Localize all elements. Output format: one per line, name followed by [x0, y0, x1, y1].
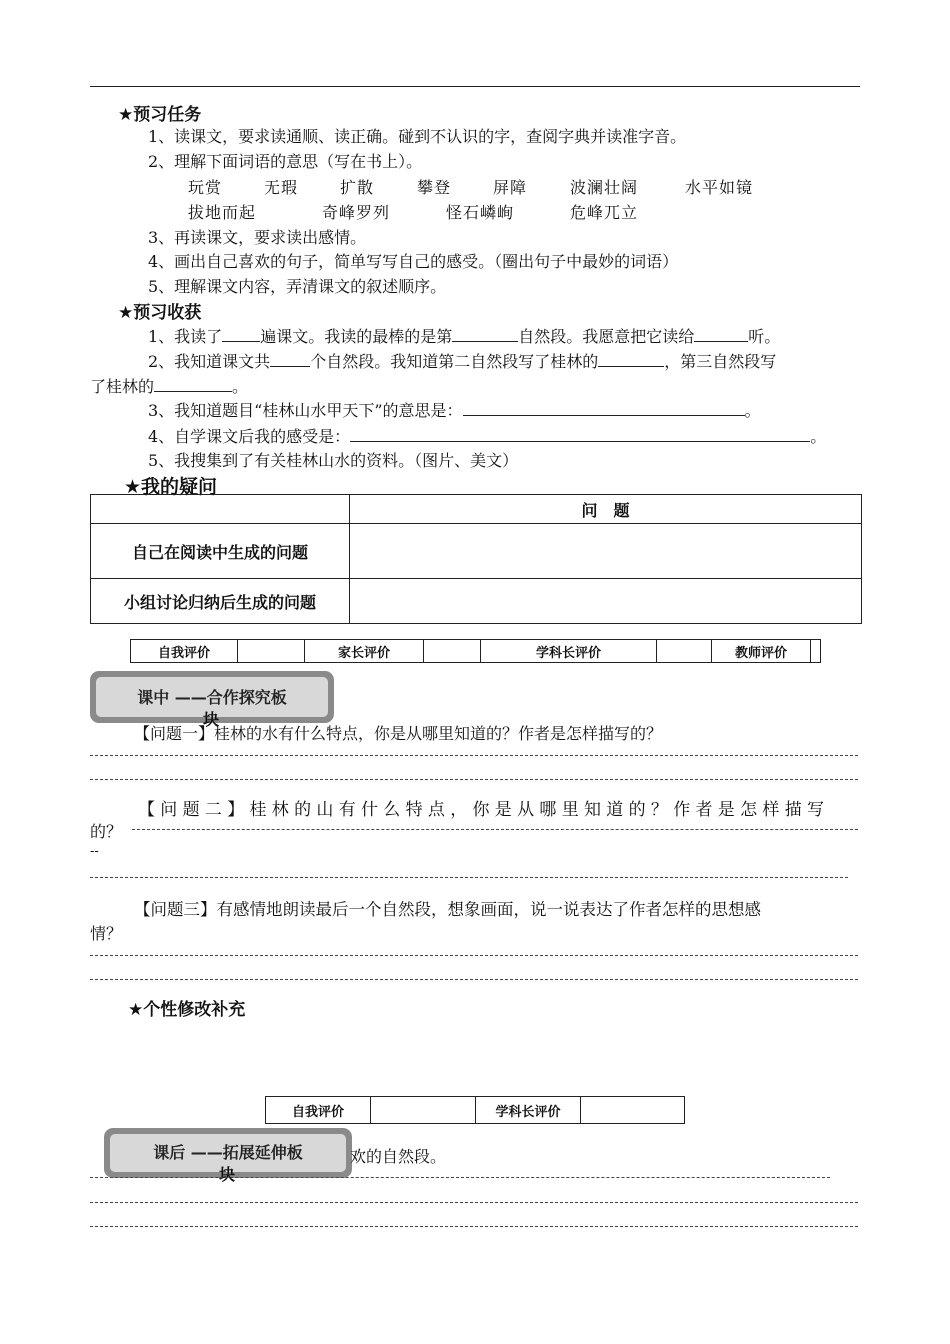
vocab-word: 无瑕: [264, 178, 299, 197]
answer-line[interactable]: [90, 779, 858, 780]
table-cell: [91, 495, 350, 524]
eval-cell[interactable]: [424, 640, 481, 663]
answer-line[interactable]: [132, 829, 858, 830]
fill-blank[interactable]: [452, 326, 518, 342]
harvest-heading: ★预习收获: [118, 303, 202, 323]
column-header: 问 题: [350, 495, 862, 524]
text: 2、我知道课文共: [148, 352, 271, 371]
harvest-line-5: 5、我搜集到了有关桂林山水的资料。（图片、美文）: [148, 451, 519, 470]
tag-label: 课后 ——拓展延伸板: [153, 1143, 303, 1162]
harvest-line-3: [148, 398, 761, 421]
revise-heading: ★个性修改补充: [128, 1000, 246, 1020]
text: 1、我读了: [148, 327, 223, 346]
preview-item-4: 4、画出自己喜欢的句子，简单写写自己的感受。（圈出句子中最妙的词语）: [148, 252, 679, 271]
answer-cell[interactable]: [350, 524, 862, 579]
preview-item-2: 2、理解下面词语的意思（写在书上）。: [148, 152, 423, 171]
vocab-word: 扩散: [340, 178, 375, 197]
answer-cell[interactable]: [350, 579, 862, 624]
harvest-line-2: [148, 349, 776, 372]
row-label: 小组讨论归纳后生成的问题: [91, 579, 350, 624]
text: 了桂林的: [90, 377, 155, 396]
text: 。: [232, 377, 249, 396]
fill-blank[interactable]: [222, 326, 260, 342]
eval-label: 学科长评价: [481, 640, 657, 663]
eval-label: 自我评价: [131, 640, 238, 663]
preview-item-5: 5、理解课文内容，弄清课文的叙述顺序。: [148, 277, 447, 296]
text: 遍课文。我读的最棒的是第: [260, 327, 453, 346]
eval-cell[interactable]: [238, 640, 305, 663]
text: ，第三自然段写: [664, 352, 777, 371]
tag-label-wrap: 块: [219, 1165, 236, 1184]
vocab-word: 怪石嶙峋: [446, 203, 515, 222]
answer-line[interactable]: [90, 955, 858, 956]
preview-item-3: 3、再读课文，要求读出感情。: [148, 228, 367, 247]
after-text: 欢的自然段。: [350, 1147, 447, 1166]
table-row: [91, 524, 862, 579]
table-row: [266, 1097, 685, 1124]
text: 听。: [748, 327, 781, 346]
questions-heading: ★我的疑问: [124, 476, 218, 498]
question-3: 【问题三】有感情地朗读最后一个自然段，想象画面，说一说表达了作者怎样的思想感: [134, 900, 761, 919]
text: 个自然段。我知道第二自然段写了桂林的: [310, 352, 599, 371]
eval-label: 学科长评价: [476, 1097, 581, 1124]
answer-line[interactable]: [90, 1226, 858, 1227]
answer-line[interactable]: [90, 755, 858, 756]
fill-blank[interactable]: [350, 426, 810, 442]
text: 3、我知道题目“桂林山水甲天下”的意思是：: [148, 401, 463, 420]
eval-cell[interactable]: [371, 1097, 476, 1124]
fill-blank[interactable]: [270, 351, 310, 367]
text: 。: [744, 401, 761, 420]
answer-line[interactable]: [90, 1202, 858, 1203]
table-row: [131, 640, 821, 663]
vocab-word: 屏障: [493, 178, 528, 197]
questions-table: [90, 494, 862, 624]
eval-cell[interactable]: [581, 1097, 685, 1124]
tag-label: 课中 ——合作探究板: [137, 688, 287, 707]
eval-label: 家长评价: [305, 640, 424, 663]
fill-blank[interactable]: [154, 376, 232, 392]
eval-label: 自我评价: [266, 1097, 371, 1124]
preview-heading: ★预习任务: [118, 105, 202, 125]
vocab-word: 水平如镜: [685, 178, 754, 197]
answer-line[interactable]: [90, 1177, 830, 1178]
answer-line[interactable]: [90, 877, 848, 878]
eval-label: 教师评价: [712, 640, 811, 663]
text: 。: [810, 427, 827, 446]
fill-blank[interactable]: [463, 400, 745, 416]
table-row: [91, 495, 862, 524]
row-label: 自己在阅读中生成的问题: [91, 524, 350, 579]
question-1: 【问题一】桂林的水有什么特点，你是从哪里知道的？作者是怎样描写的？: [134, 724, 663, 743]
harvest-line-2-cont: [90, 374, 248, 397]
eval-cell[interactable]: [811, 640, 821, 663]
preview-item-1: 1、读课文，要求读通顺、读正确。碰到不认识的字，查阅字典并读准字音。: [148, 127, 687, 146]
text: 4、自学课文后我的感受是：: [148, 427, 351, 446]
question-2-dash-tail: --: [90, 844, 99, 859]
answer-line[interactable]: [90, 979, 858, 980]
eval-cell[interactable]: [657, 640, 712, 663]
question-2: 【问题二】桂林的山有什么特点，你是从哪里知道的？作者是怎样描写: [138, 800, 830, 820]
fill-blank[interactable]: [694, 326, 748, 342]
table-row: [91, 579, 862, 624]
vocab-word: 危峰兀立: [570, 203, 639, 222]
text: 自然段。我愿意把它读给: [518, 327, 695, 346]
vocab-word: 玩赏: [188, 178, 223, 197]
vocab-word: 攀登: [417, 178, 452, 197]
evaluation-table-2: [265, 1096, 685, 1124]
top-rule: [90, 86, 860, 87]
evaluation-table: [130, 639, 821, 663]
vocab-word: 奇峰罗列: [322, 203, 391, 222]
vocab-word: 波澜壮阔: [570, 178, 639, 197]
vocab-word: 拔地而起: [188, 203, 257, 222]
fill-blank[interactable]: [598, 351, 664, 367]
question-2-cont: 的？: [90, 822, 123, 841]
harvest-line-4: [148, 424, 826, 447]
harvest-line-1: [148, 324, 780, 347]
question-3-cont: 情？: [90, 924, 123, 943]
tag-label-wrap: 块: [203, 710, 220, 729]
